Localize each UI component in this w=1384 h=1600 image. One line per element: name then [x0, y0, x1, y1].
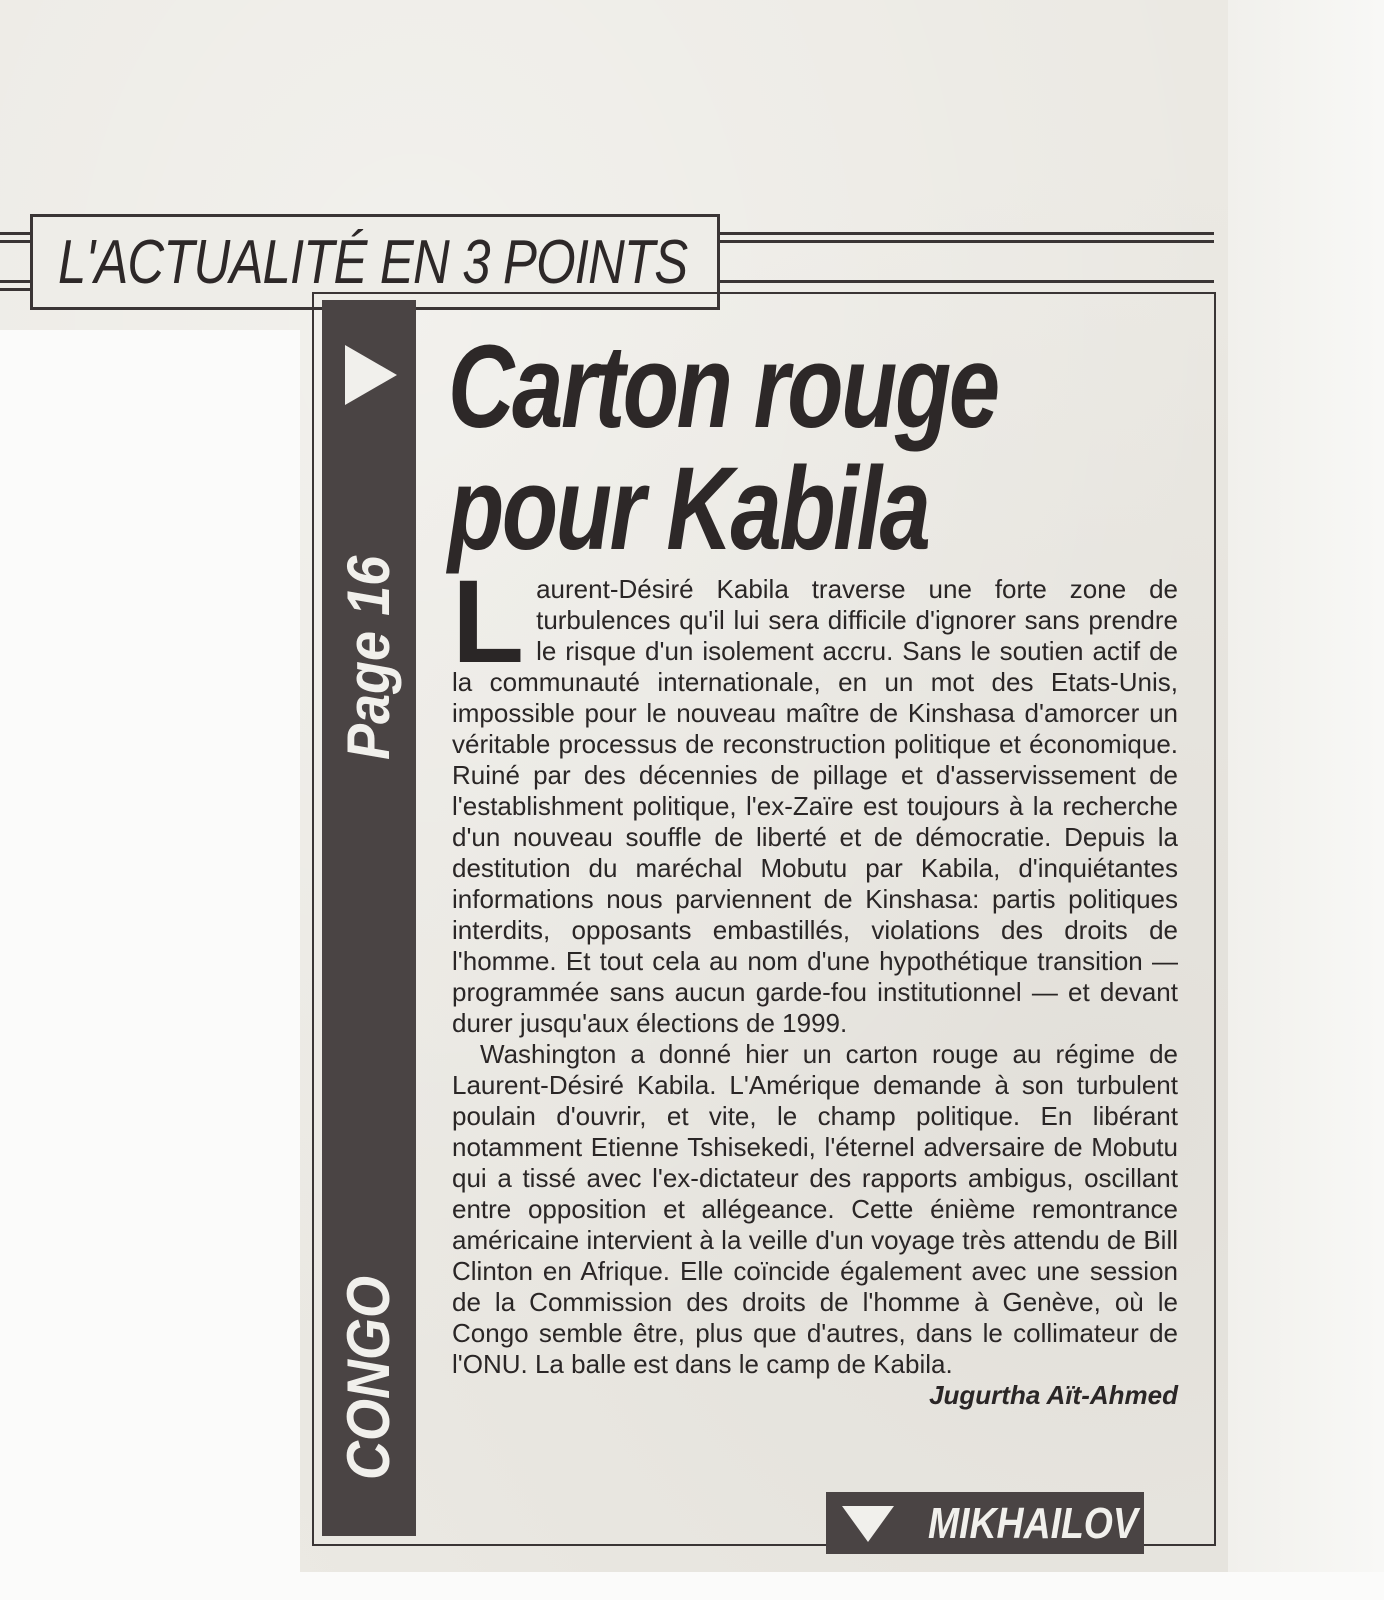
paragraph-1-text: aurent-Désiré Kabila traverse une forte zone de turbulences qu'il lui sera difficile d'ignorer sans prendre le risque d'un isolement accru. Sans le soutien actif de la communauté internationale, en un mot des Etats-Unis, impossible pour le nouveau maître de Kinshasa d'amorcer un véritable processus de reconstruction politique et économique. Ruiné par des décennies de pillage et d'asservissement de l'establishment politique, l'ex-Zaïre est toujours à la recherche d'un nouveau souffle de liberté et de démocratie. Depuis la destitution du maréchal Mobutu par Kabila, d'inquiétantes informations nous parviennent de Kinshasa: partis politiques interdits, opposants embastillés, violations des droits de l'homme. Et tout cela au nom d'une hypothétique transition — programmée sans aucun garde-fou institutionnel — et devant durer jusqu'aux élections de 1999.: [452, 574, 1178, 1038]
header-rule: [0, 232, 30, 235]
paragraph-1: [452, 556, 1178, 1039]
triangle-right-icon: [345, 345, 397, 405]
headline-line-2: pour Kabila: [448, 443, 929, 575]
header-rule: [720, 240, 1214, 243]
paragraph-2-text: Washington a donné hier un carton rouge au régime de Laurent-Désiré Kabila. L'Amérique demande à son turbulent poulain d'ouvrir, et vite, le champ politique. En libérant notamment Etienne Tshisekedi, l'éternel adversaire de Mobutu qui a tissé avec l'ex-dictateur des rapports ambigus, oscillant entre opposition et allégeance. Cette énième remontrance américaine intervient à la veille d'un voyage très attendu de Bill Clinton en Afrique. Elle coïncide également avec une session de la Commission des droits de l'homme à Genève, où le Congo semble être, plus que d'autres, dans le collimateur de l'ONU. La balle est dans le camp de Kabila.: [452, 1039, 1178, 1379]
header-rule: [0, 280, 30, 283]
headline: [448, 321, 1041, 575]
author-byline: Jugurtha Aït-Ahmed: [929, 1380, 1178, 1410]
header-rule: [0, 288, 30, 291]
triangle-down-icon: [842, 1506, 894, 1542]
header-rule: [720, 280, 1214, 283]
header-rule: [0, 240, 30, 243]
section-title: L'ACTUALITÉ EN 3 POINTS: [58, 228, 688, 297]
header-rule: [720, 232, 1214, 235]
scan-background: [0, 330, 300, 1600]
dropcap: L: [452, 556, 525, 688]
scan-background-bottom: [300, 1572, 1384, 1600]
credit-label: MIKHAILOV: [928, 1499, 1138, 1548]
page-label: Page 16: [335, 555, 402, 760]
article-body: [452, 556, 1178, 1411]
country-label: CONGO: [335, 1275, 402, 1480]
paragraph-2: [452, 1039, 1178, 1410]
headline-line-1: Carton rouge: [448, 321, 998, 453]
scan-background-right: [1228, 0, 1384, 1600]
